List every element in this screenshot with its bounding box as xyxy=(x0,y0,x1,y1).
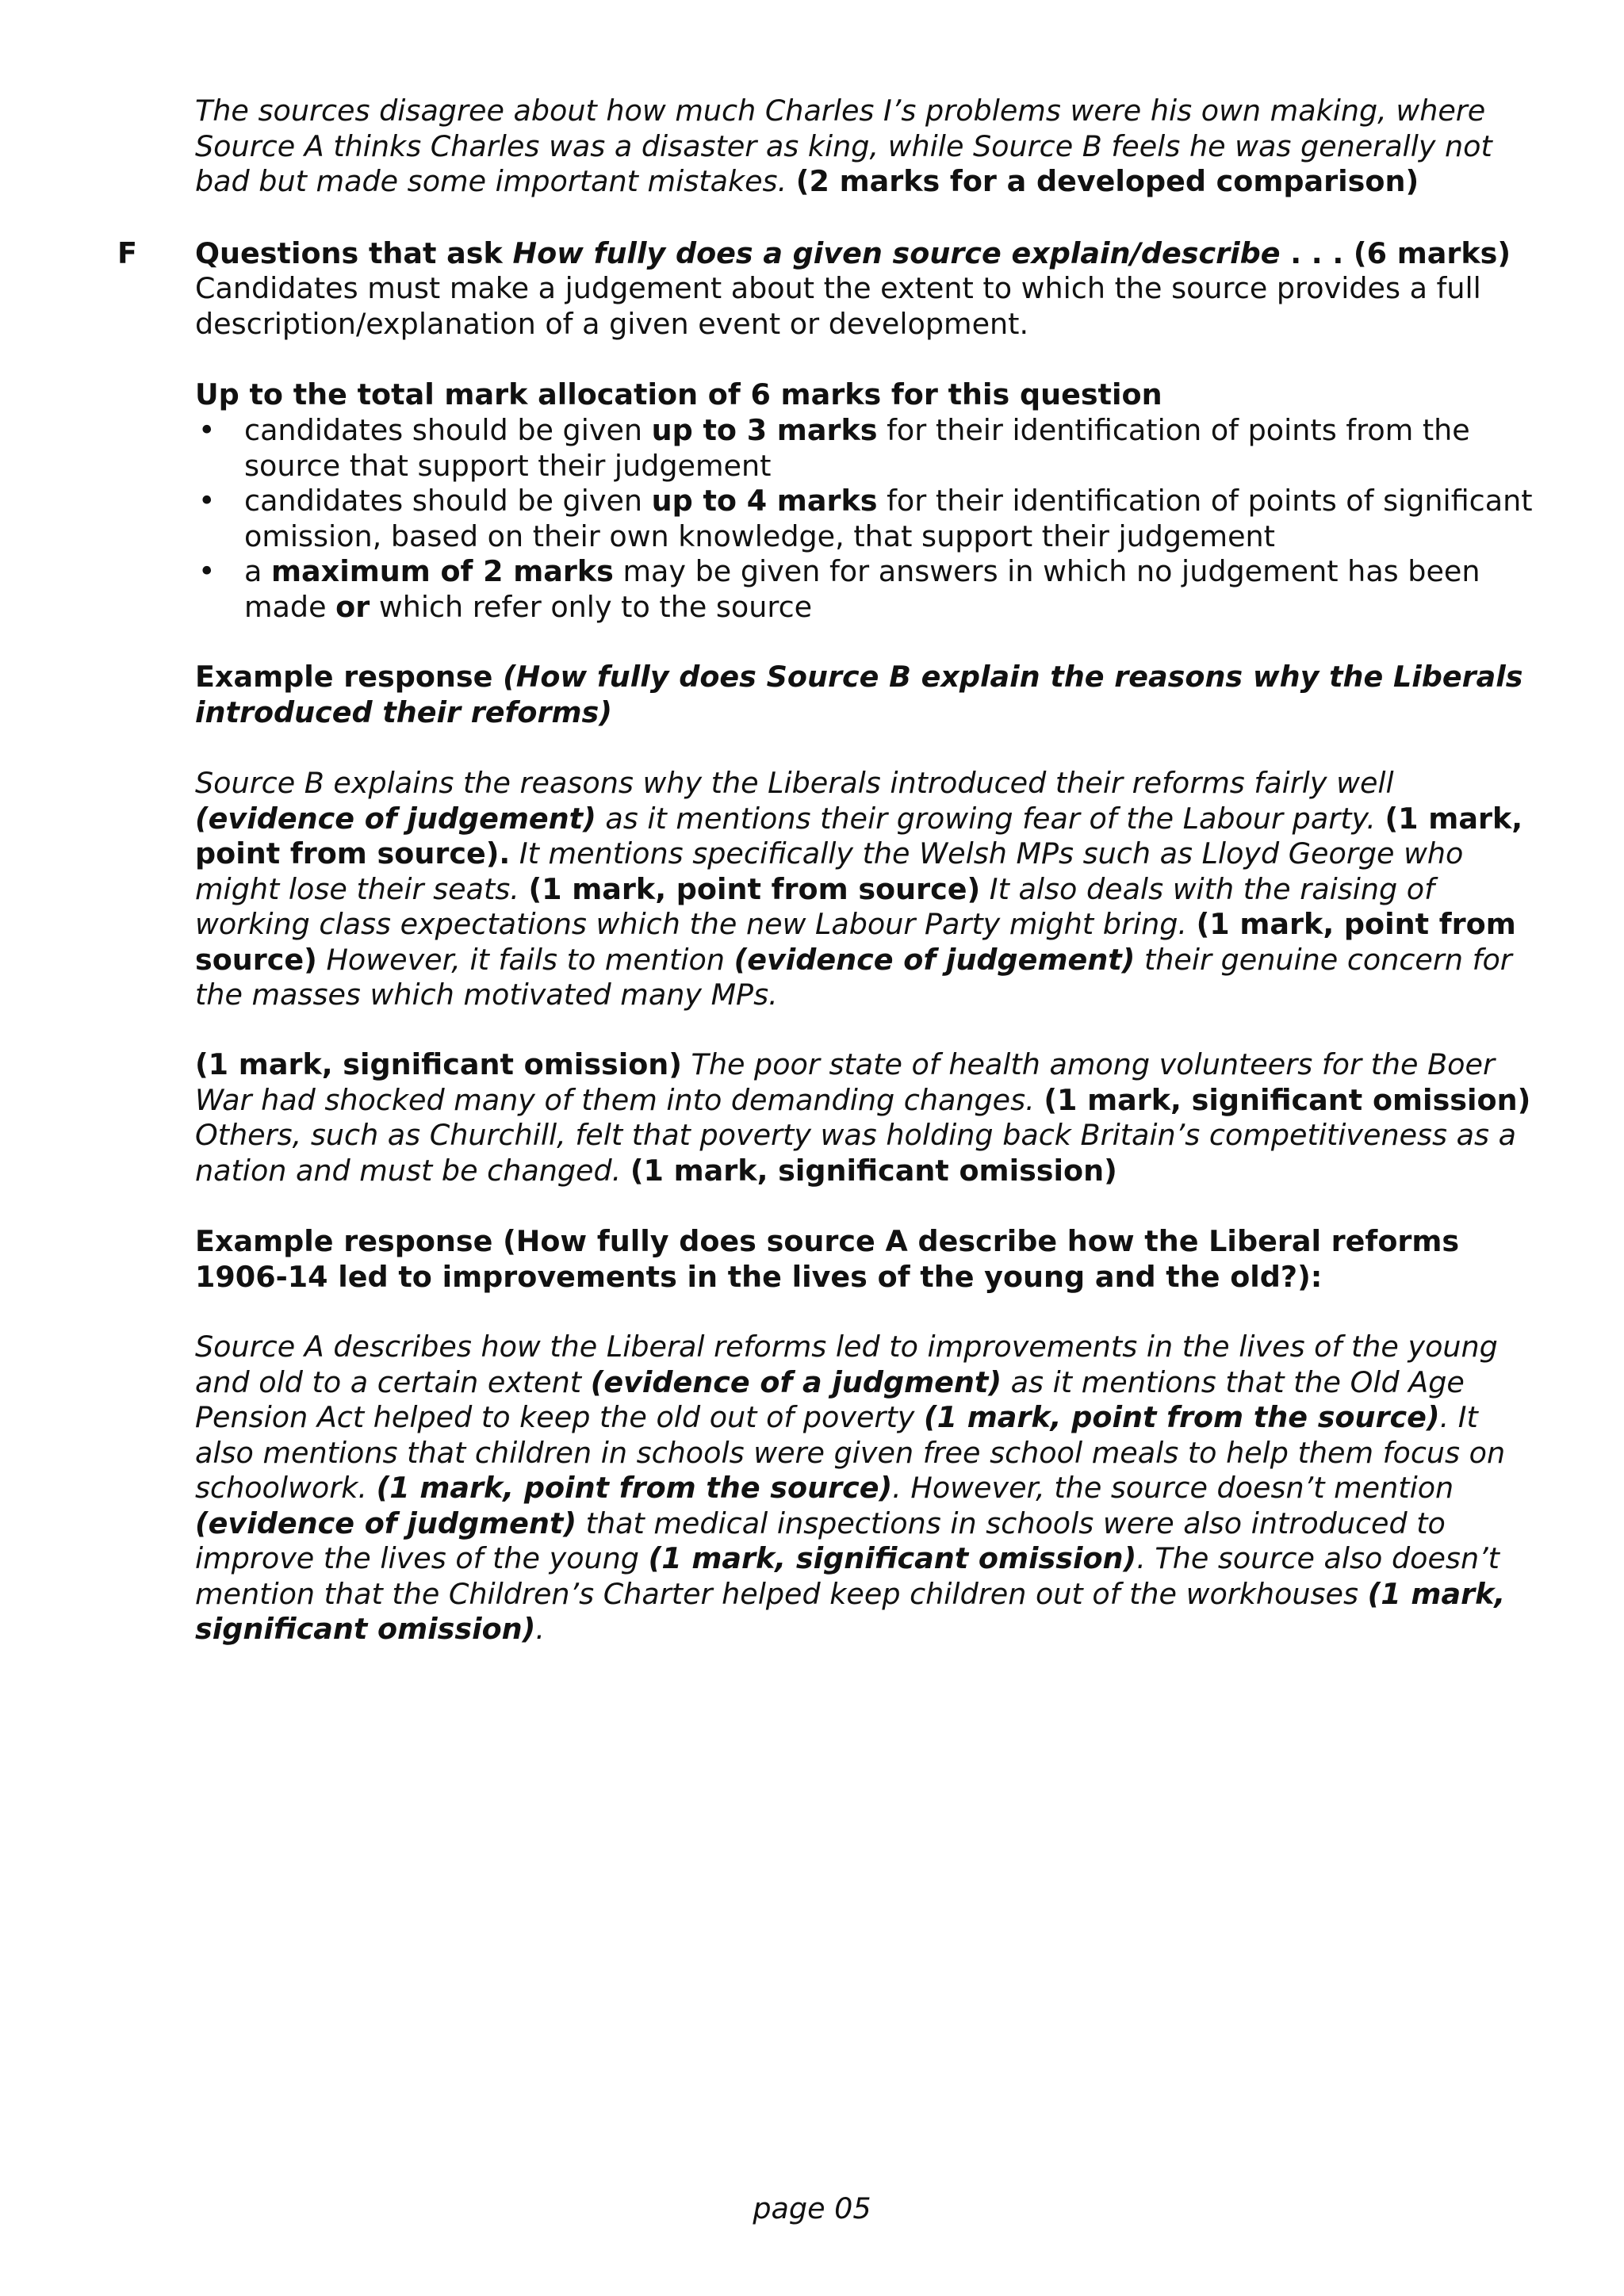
section-letter: F xyxy=(117,236,137,270)
bullet-icon: • xyxy=(198,554,216,588)
example2-heading: Example response (How fully does source A describe how the Liberal reforms 1906-14 led to improvements in the lives of the young and the old?): xyxy=(195,1224,1460,1294)
example1-question: (How fully does Source B explain the reasons why the Liberals introduced their reforms) xyxy=(195,660,1523,729)
section-f-heading xyxy=(195,236,1535,272)
bullet-icon: • xyxy=(198,413,216,447)
intro-mark: (2 marks for a developed comparison) xyxy=(795,164,1419,198)
example1-paragraph-1: Source B explains the reasons why the Liberals introduced their reforms fairly well (evidence of judgement) as it mentions their growing fear of the Labour party. (1 mark, point from source). It mentions specifically the Welsh MPs such as Lloyd George who might lose their seats. (1 mark, point from source) It also deals with the raising of working class expectations which the new Labour Party might bring. (1 mark, point from source) However, it fails to mention (evidence of judgement) their genuine concern for the masses which motivated many MPs. xyxy=(195,766,1523,1012)
allocation-bullet-2: • candidates should be given up to 4 marks for their identification of points of significant omission, based on their own knowledge, that support their judgement xyxy=(198,484,1533,553)
allocation-bullet-3: • a maximum of 2 marks may be given for answers in which no judgement has been made or which refer only to the source xyxy=(198,554,1480,624)
allocation-heading: Up to the total mark allocation of 6 marks for this question xyxy=(195,377,1162,411)
example1-label: Example response xyxy=(195,660,504,694)
section-f-description: Candidates must make a judgement about the extent to which the source provides a full description/explanation of a given event or development. xyxy=(195,271,1481,341)
allocation-bullet-1: • candidates should be given up to 3 marks for their identification of points from the source that support their judgement xyxy=(198,413,1470,483)
example1-paragraph-2: (1 mark, significant omission) The poor state of health among volunteers for the Boer War had shocked many of them into demanding changes. (1 mark, significant omission) Others, such as Churchill, felt that poverty was holding back Britain’s competitiveness as a nation and must be changed. (1 mark, significant omission) xyxy=(195,1047,1531,1188)
section-f-heading-prefix: Questions that ask xyxy=(195,236,513,270)
example1-heading xyxy=(195,660,1535,730)
allocation-list xyxy=(195,413,1535,625)
page-number: page 05 xyxy=(753,2191,871,2225)
section-f-heading-suffix: . . . (6 marks) xyxy=(1280,236,1511,270)
bullet-icon: • xyxy=(198,484,216,518)
intro-text: The sources disagree about how much Charles I’s problems were his own making, where Source A thinks Charles was a disaster as king, while Source B feels he was generally not bad but made some important mistakes. xyxy=(195,94,1492,198)
example2-paragraph: Source A describes how the Liberal reforms led to improvements in the lives of the young and old to a certain extent (evidence of a judgment) as it mentions that the Old Age Pension Act helped to keep the old out of poverty (1 mark, point from the source). It also mentions that children in schools were given free school meals to help them focus on schoolwork. (1 mark, point from the source). However, the source doesn’t mention (evidence of judgment) that medical inspections in schools were also introduced to improve the lives of the young (1 mark, significant omission). The source also doesn’t mention that the Children’s Charter helped keep children out of the workhouses (1 mark, significant omission). xyxy=(195,1330,1506,1646)
section-f-heading-question: How fully does a given source explain/describe xyxy=(512,236,1281,270)
intro-paragraph xyxy=(195,94,1535,200)
